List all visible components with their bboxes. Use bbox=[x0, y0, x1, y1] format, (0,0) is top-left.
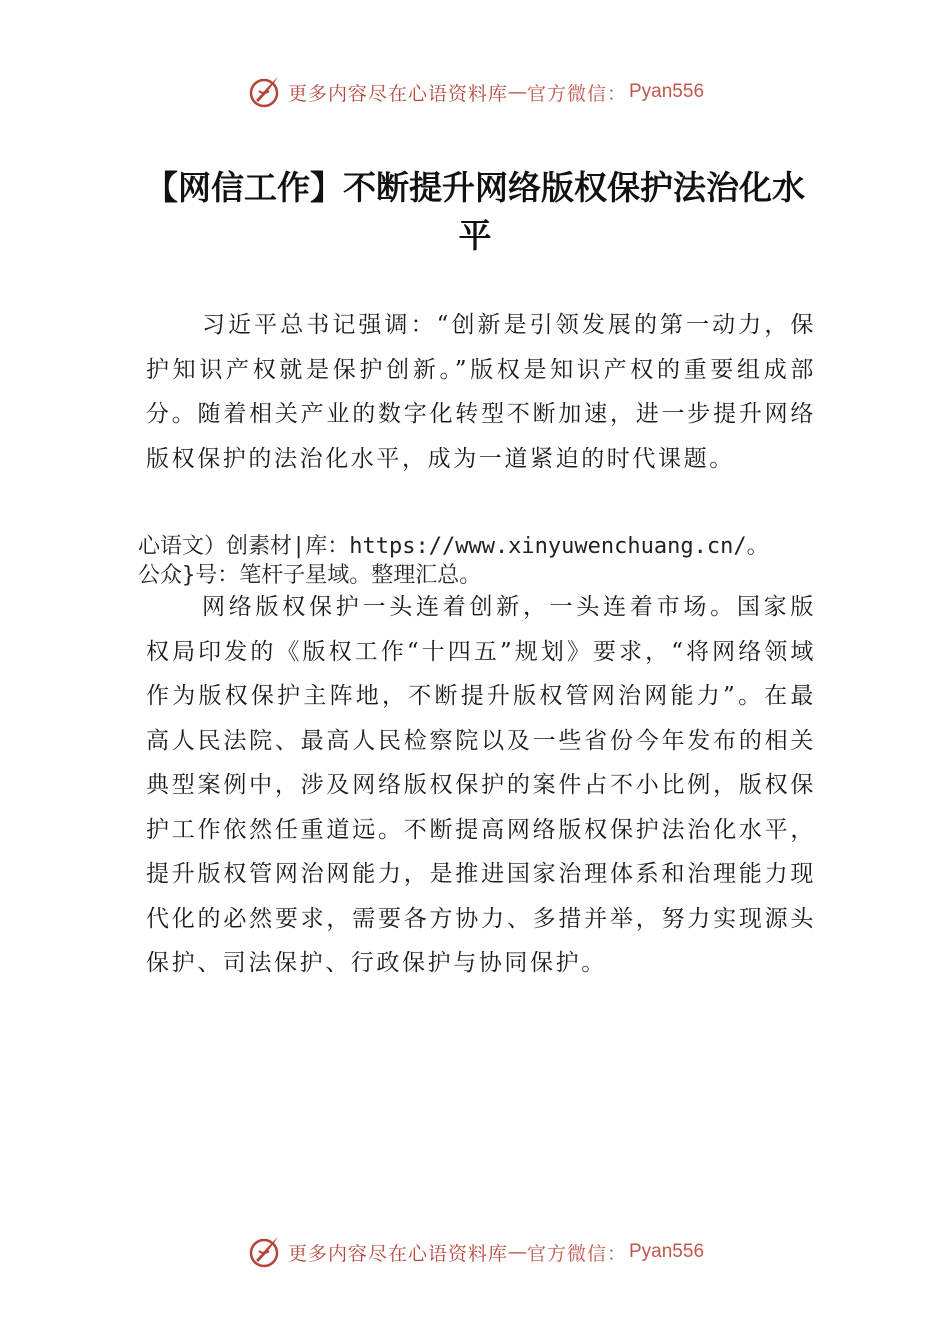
banner-text: 更多内容尽在心语资料库 bbox=[287, 1242, 508, 1265]
header-banner bbox=[0, 72, 950, 112]
paragraph-1: 习近平总书记强调：“创新是引领发展的第一动力，保护知识产权就是保护创新。”版权是知识产权的重要组成部分。随着相关产业的数字化转型不断加速，进一步提升网络版权保护的法治化水平，成为一道紧迫的时代课题。 bbox=[146, 312, 816, 472]
banner-separator: — bbox=[507, 1241, 527, 1263]
footer-banner bbox=[0, 1232, 950, 1272]
xinyu-quill-logo-icon bbox=[246, 1234, 282, 1270]
xinyu-quill-logo-icon bbox=[246, 74, 282, 110]
document-title: 【网信工作】不断提升网络版权保护法治化水平 bbox=[145, 168, 805, 255]
paragraph-2: 网络版权保护一头连着创新，一头连着市场。国家版权局印发的《版权工作“十四五”规划》要求，“将网络领域作为版权保护主阵地，不断提升版权管网治网能力”。在最高人民法院、最高人民检察院以及一些省份今年发布的相关典型案例中，涉及网络版权保护的案件占不小比例，版权保护工作依然任重道远。不断提高网络版权保护法治化水平，提升版权管网治网能力，是推进国家治理体系和治理能力现代化的必然要求，需要各方协力、多措并举，努力实现源头保护、司法保护、行政保护与协同保护。 bbox=[146, 594, 816, 976]
banner-wechat-id: Pyan556 bbox=[629, 81, 705, 102]
watermark-line-1: 心语文）创素材|库：https://www.xinyuwenchuang.cn/。 bbox=[138, 534, 769, 559]
banner-wechat-label: 官方微信： bbox=[526, 82, 627, 105]
banner-separator: — bbox=[507, 81, 527, 103]
banner-wechat-label: 官方微信： bbox=[526, 1242, 627, 1265]
banner-wechat-id: Pyan556 bbox=[629, 1241, 705, 1262]
banner-text: 更多内容尽在心语资料库 bbox=[287, 82, 508, 105]
watermark-line-2: 公众}号：笔杆子星域。整理汇总。 bbox=[138, 563, 482, 588]
